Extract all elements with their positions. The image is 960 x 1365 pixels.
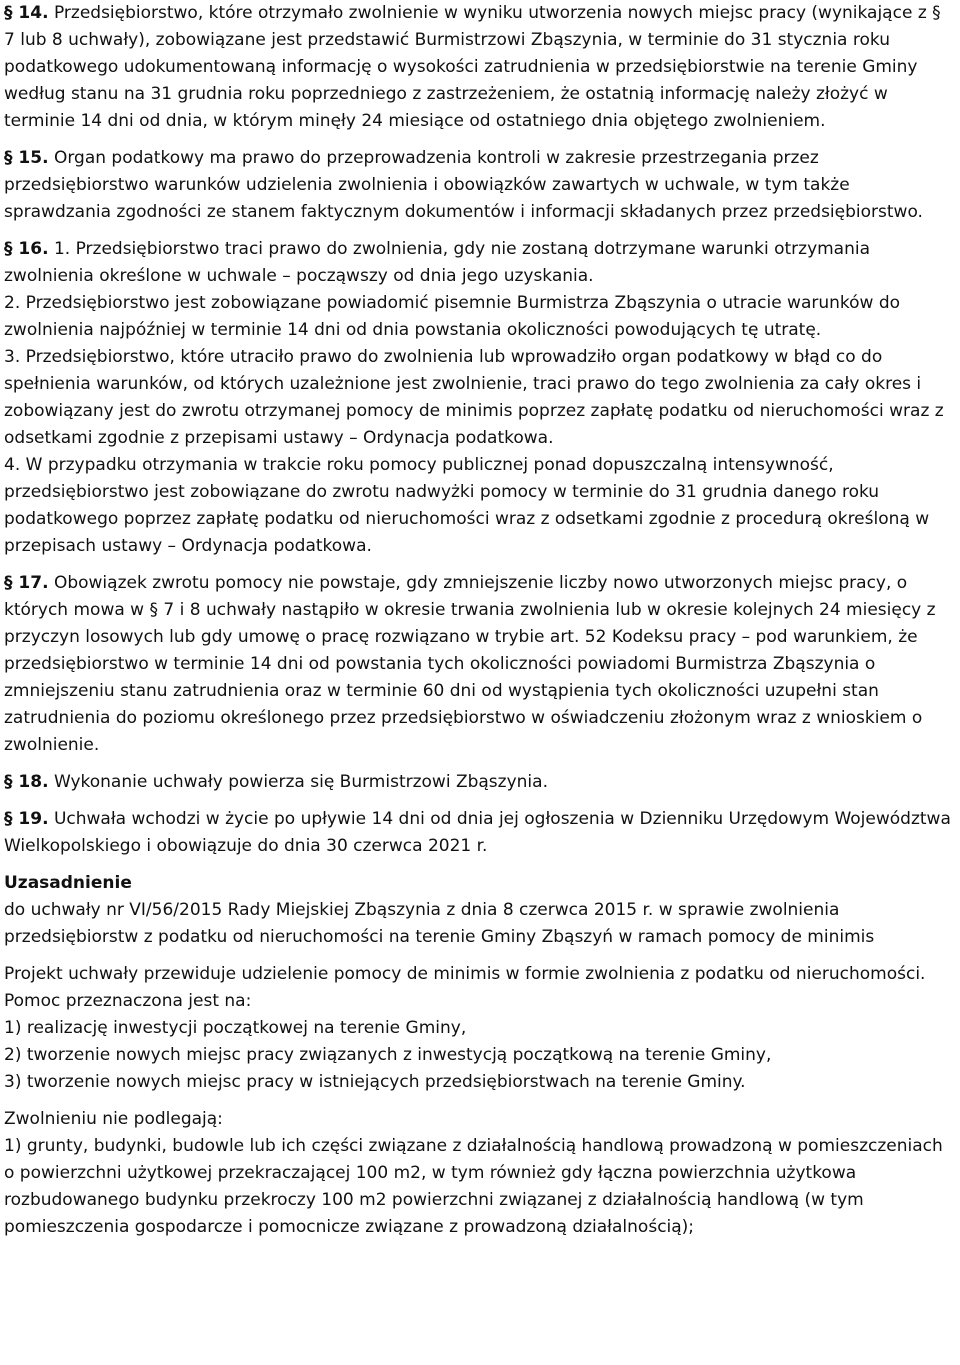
list-item: 1) realizację inwestycji początkowej na terenie Gminy,	[4, 1018, 467, 1038]
section-number: § 15.	[4, 148, 49, 168]
section-number: § 14.	[4, 3, 49, 23]
paragraph-19	[4, 806, 952, 860]
item-number: 2.	[4, 293, 21, 313]
paragraph-17	[4, 570, 952, 759]
list-item: 1) grunty, budynki, budowle lub ich części związane z działalnością handlową prowadzoną w pomieszczeniach o powierzchni użytkowej przekraczającej 100 m2, w tym również gdy łączna powierzchnia użytkowa rozbudowanego budynku przekroczy 100 m2 powierzchni związanej z działalnością handlową (w tym pomieszczenia gospodarcze i pomocnicze związane z prowadzoną działalnością);	[4, 1136, 943, 1237]
paragraph-text: Obowiązek zwrotu pomocy nie powstaje, gdy zmniejszenie liczby nowo utworzonych miejsc pracy, o których mowa w § 7 i 8 uchwały nastąpiło w okresie trwania zwolnienia lub w okresie kolejnych 24 miesięcy z przyczyn losowych lub gdy umowę o pracę rozwiązano w trybie art. 52 Kodeksu pracy – pod warunkiem, że przedsiębiorstwo w terminie 14 dni od powstania tych okoliczności powiadomi Burmistrza Zbąszynia o zmniejszeniu stanu zatrudnienia oraz w terminie 60 dni od wystąpienia tych okoliczności uzupełni stan zatrudnienia do poziomu określonego przez przedsiębiorstwo w oświadczeniu złożonym wraz z wnioskiem o zwolnienie.	[4, 573, 936, 755]
item-text: Przedsiębiorstwo traci prawo do zwolnienia, gdy nie zostaną dotrzymane warunki otrzymania zwolnienia określone w uchwale – począwszy od dnia jego uzyskania.	[4, 239, 871, 286]
paragraph-text: Uchwała wchodzi w życie po upływie 14 dni od dnia jej ogłoszenia w Dzienniku Urzędowym Województwa Wielkopolskiego i obowiązuje do dnia 30 czerwca 2021 r.	[4, 809, 951, 856]
item-text: Przedsiębiorstwo jest zobowiązane powiadomić pisemnie Burmistrza Zbąszynia o utracie warunków do zwolnienia najpóźniej w terminie 14 dni od dnia powstania okoliczności powodujących tę utratę.	[4, 293, 901, 340]
paragraph-16	[4, 236, 952, 560]
item-number: 1.	[48, 239, 71, 259]
paragraph-18	[4, 769, 952, 796]
justification-header	[4, 870, 952, 951]
aid-purposes	[4, 961, 952, 1096]
item-text: W przypadku otrzymania w trakcie roku pomocy publicznej ponad dopuszczalną intensywność, przedsiębiorstwo jest zobowiązane do zwrotu nadwyżki pomocy w terminie do 31 grudnia danego roku podatkowego poprzez zapłatę podatku od nieruchomości wraz z odsetkami zgodnie z procedurą określoną w przepisach ustawy – Ordynacja podatkowa.	[4, 455, 930, 556]
section-number: § 18.	[4, 772, 49, 792]
item-text: Przedsiębiorstwo, które utraciło prawo do zwolnienia lub wprowadziło organ podatkowy w błąd co do spełnienia warunków, od których uzależnione jest zwolnienie, traci prawo do tego zwolnienia za cały okres i zobowiązany jest do zwrotu otrzymanej pomocy de minimis poprzez zapłatę podatku od nieruchomości wraz z odsetkami zgodnie z przepisami ustawy – Ordynacja podatkowa.	[4, 347, 944, 448]
section-number: § 16.	[4, 239, 49, 259]
paragraph-14	[4, 0, 952, 135]
justification-subtitle: do uchwały nr VI/56/2015 Rady Miejskiej Zbąszynia z dnia 8 czerwca 2015 r. w sprawie zwolnienia przedsiębiorstw z podatku od nieruchomości na terenie Gminy Zbąszyń w ramach pomocy de minimis	[4, 900, 875, 947]
section-number: § 17.	[4, 573, 49, 593]
exclusions	[4, 1106, 952, 1241]
paragraph-text: Wykonanie uchwały powierza się Burmistrzowi Zbąszynia.	[48, 772, 548, 792]
list-item: 2) tworzenie nowych miejsc pracy związanych z inwestycją początkową na terenie Gminy,	[4, 1045, 772, 1065]
paragraph-15	[4, 145, 952, 226]
exclusions-heading: Zwolnieniu nie podlegają:	[4, 1109, 223, 1129]
paragraph-16-item-1	[4, 236, 952, 290]
list-item: 3) tworzenie nowych miejsc pracy w istniejących przedsiębiorstwach na terenie Gminy.	[4, 1072, 746, 1092]
paragraph-16-item-3	[4, 344, 952, 452]
item-number: 3.	[4, 347, 21, 367]
paragraph-16-item-2	[4, 290, 952, 344]
paragraph-16-item-4	[4, 452, 952, 560]
section-number: § 19.	[4, 809, 49, 829]
aid-intro: Projekt uchwały przewiduje udzielenie pomocy de minimis w formie zwolnienia z podatku od nieruchomości. Pomoc przeznaczona jest na:	[4, 964, 926, 1011]
item-number: 4.	[4, 455, 21, 475]
justification-heading: Uzasadnienie	[4, 873, 132, 893]
paragraph-text: Organ podatkowy ma prawo do przeprowadzenia kontroli w zakresie przestrzegania przez przedsiębiorstwo warunków udzielenia zwolnienia i obowiązków zawartych w uchwale, w tym także sprawdzania zgodności ze stanem faktycznym dokumentów i informacji składanych przez przedsiębiorstwo.	[4, 148, 923, 222]
paragraph-text: Przedsiębiorstwo, które otrzymało zwolnienie w wyniku utworzenia nowych miejsc pracy (wynikające z § 7 lub 8 uchwały), zobowiązane jest przedstawić Burmistrzowi Zbąszynia, w terminie do 31 stycznia roku podatkowego udokumentowaną informację o wysokości zatrudnienia w przedsiębiorstwie na terenie Gminy według stanu na 31 grudnia roku poprzedniego z zastrzeżeniem, że ostatnią informację należy złożyć w terminie 14 dni od dnia, w którym minęły 24 miesiące od ostatniego dnia objętego zwolnieniem.	[4, 3, 941, 131]
